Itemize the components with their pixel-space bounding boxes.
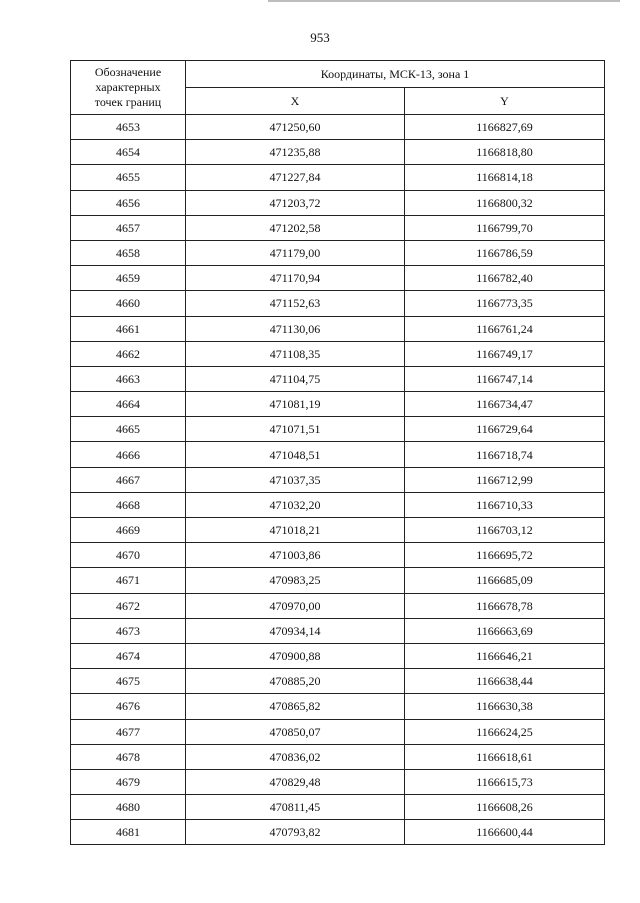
y-coordinate-cell: 1166818,80 [405, 140, 605, 165]
point-id-cell: 4655 [71, 165, 186, 190]
coordinates-table [70, 60, 605, 845]
point-id-cell: 4659 [71, 266, 186, 291]
point-id-cell: 4662 [71, 341, 186, 366]
table-row [71, 190, 605, 215]
point-id-cell: 4674 [71, 643, 186, 668]
table-row [71, 165, 605, 190]
table-row [71, 669, 605, 694]
y-coordinate-cell: 1166749,17 [405, 341, 605, 366]
table-row [71, 266, 605, 291]
y-coordinate-cell: 1166608,26 [405, 795, 605, 820]
point-id-cell: 4656 [71, 190, 186, 215]
table-row [71, 467, 605, 492]
y-coordinate-cell: 1166695,72 [405, 543, 605, 568]
x-coordinate-cell: 471032,20 [186, 492, 405, 517]
x-coordinate-cell: 471227,84 [186, 165, 405, 190]
point-id-cell: 4671 [71, 568, 186, 593]
header-row-top [71, 61, 605, 88]
point-id-header-line-2: характерных [95, 80, 161, 94]
point-id-cell: 4672 [71, 593, 186, 618]
point-id-cell: 4664 [71, 392, 186, 417]
point-id-cell: 4670 [71, 543, 186, 568]
y-coordinate-cell: 1166761,24 [405, 316, 605, 341]
table-row [71, 215, 605, 240]
x-coordinate-cell: 470885,20 [186, 669, 405, 694]
x-coordinate-cell: 470793,82 [186, 820, 405, 845]
table-row [71, 417, 605, 442]
scan-edge-line [268, 0, 620, 2]
table-body [71, 115, 605, 845]
point-id-cell: 4661 [71, 316, 186, 341]
point-id-cell: 4666 [71, 442, 186, 467]
y-coordinate-cell: 1166710,33 [405, 492, 605, 517]
table-row [71, 543, 605, 568]
table-row [71, 115, 605, 140]
x-coordinate-cell: 471130,06 [186, 316, 405, 341]
point-id-cell: 4678 [71, 744, 186, 769]
point-id-cell: 4680 [71, 795, 186, 820]
table-row [71, 316, 605, 341]
point-id-cell: 4669 [71, 518, 186, 543]
x-coordinate-cell: 471202,58 [186, 215, 405, 240]
page-number: 953 [310, 30, 330, 45]
table-row [71, 769, 605, 794]
table-row [71, 518, 605, 543]
table-row [71, 240, 605, 265]
coordinates-group-header: Координаты, МСК-13, зона 1 [186, 61, 605, 88]
point-id-header-line-3: точек границ [94, 95, 162, 109]
x-coordinate-cell: 471179,00 [186, 240, 405, 265]
point-id-cell: 4681 [71, 820, 186, 845]
x-coordinate-cell: 471108,35 [186, 341, 405, 366]
x-coordinate-cell: 471203,72 [186, 190, 405, 215]
y-coordinate-cell: 1166782,40 [405, 266, 605, 291]
point-id-cell: 4679 [71, 769, 186, 794]
point-id-header-line-1: Обозначение [94, 65, 162, 79]
x-coordinate-cell: 470811,45 [186, 795, 405, 820]
y-coordinate-cell: 1166734,47 [405, 392, 605, 417]
x-coordinate-cell: 470865,82 [186, 694, 405, 719]
y-coordinate-cell: 1166646,21 [405, 643, 605, 668]
point-id-cell: 4676 [71, 694, 186, 719]
x-coordinate-cell: 471071,51 [186, 417, 405, 442]
x-coordinate-cell: 471048,51 [186, 442, 405, 467]
x-coordinate-cell: 470836,02 [186, 744, 405, 769]
table-row [71, 694, 605, 719]
point-id-cell: 4657 [71, 215, 186, 240]
point-id-cell: 4673 [71, 618, 186, 643]
table-header [71, 61, 605, 115]
x-coordinate-cell: 471152,63 [186, 291, 405, 316]
y-coordinate-cell: 1166618,61 [405, 744, 605, 769]
x-coordinate-cell: 471235,88 [186, 140, 405, 165]
x-coordinate-cell: 471018,21 [186, 518, 405, 543]
y-coordinate-cell: 1166799,70 [405, 215, 605, 240]
y-coordinate-cell: 1166773,35 [405, 291, 605, 316]
y-coordinate-cell: 1166718,74 [405, 442, 605, 467]
y-coordinate-cell: 1166615,73 [405, 769, 605, 794]
x-coordinate-cell: 470850,07 [186, 719, 405, 744]
y-coordinate-cell: 1166703,12 [405, 518, 605, 543]
x-coordinate-cell: 470900,88 [186, 643, 405, 668]
point-id-header [71, 61, 186, 115]
y-coordinate-cell: 1166638,44 [405, 669, 605, 694]
x-coordinate-cell: 471081,19 [186, 392, 405, 417]
point-id-cell: 4675 [71, 669, 186, 694]
y-coordinate-cell: 1166786,59 [405, 240, 605, 265]
table-row [71, 795, 605, 820]
table-row [71, 341, 605, 366]
point-id-cell: 4668 [71, 492, 186, 517]
table-row [71, 820, 605, 845]
y-column-header: Y [405, 88, 605, 115]
x-coordinate-cell: 470829,48 [186, 769, 405, 794]
y-coordinate-cell: 1166600,44 [405, 820, 605, 845]
point-id-cell: 4665 [71, 417, 186, 442]
y-coordinate-cell: 1166630,38 [405, 694, 605, 719]
point-id-cell: 4667 [71, 467, 186, 492]
table-row [71, 719, 605, 744]
y-coordinate-cell: 1166729,64 [405, 417, 605, 442]
table-row [71, 568, 605, 593]
table-row [71, 442, 605, 467]
table-row [71, 291, 605, 316]
y-coordinate-cell: 1166800,32 [405, 190, 605, 215]
point-id-cell: 4653 [71, 115, 186, 140]
x-column-header: X [186, 88, 405, 115]
table-row [71, 392, 605, 417]
table-row [71, 140, 605, 165]
point-id-cell: 4677 [71, 719, 186, 744]
x-coordinate-cell: 471037,35 [186, 467, 405, 492]
y-coordinate-cell: 1166663,69 [405, 618, 605, 643]
y-coordinate-cell: 1166685,09 [405, 568, 605, 593]
table-row [71, 593, 605, 618]
point-id-cell: 4658 [71, 240, 186, 265]
y-coordinate-cell: 1166678,78 [405, 593, 605, 618]
x-coordinate-cell: 471104,75 [186, 366, 405, 391]
y-coordinate-cell: 1166814,18 [405, 165, 605, 190]
x-coordinate-cell: 470970,00 [186, 593, 405, 618]
y-coordinate-cell: 1166712,99 [405, 467, 605, 492]
x-coordinate-cell: 470934,14 [186, 618, 405, 643]
y-coordinate-cell: 1166827,69 [405, 115, 605, 140]
x-coordinate-cell: 470983,25 [186, 568, 405, 593]
x-coordinate-cell: 471003,86 [186, 543, 405, 568]
point-id-cell: 4663 [71, 366, 186, 391]
x-coordinate-cell: 471250,60 [186, 115, 405, 140]
y-coordinate-cell: 1166624,25 [405, 719, 605, 744]
x-coordinate-cell: 471170,94 [186, 266, 405, 291]
table-row [71, 643, 605, 668]
y-coordinate-cell: 1166747,14 [405, 366, 605, 391]
point-id-cell: 4654 [71, 140, 186, 165]
point-id-cell: 4660 [71, 291, 186, 316]
table-row [71, 744, 605, 769]
table-row [71, 618, 605, 643]
table-row [71, 366, 605, 391]
table-row [71, 492, 605, 517]
